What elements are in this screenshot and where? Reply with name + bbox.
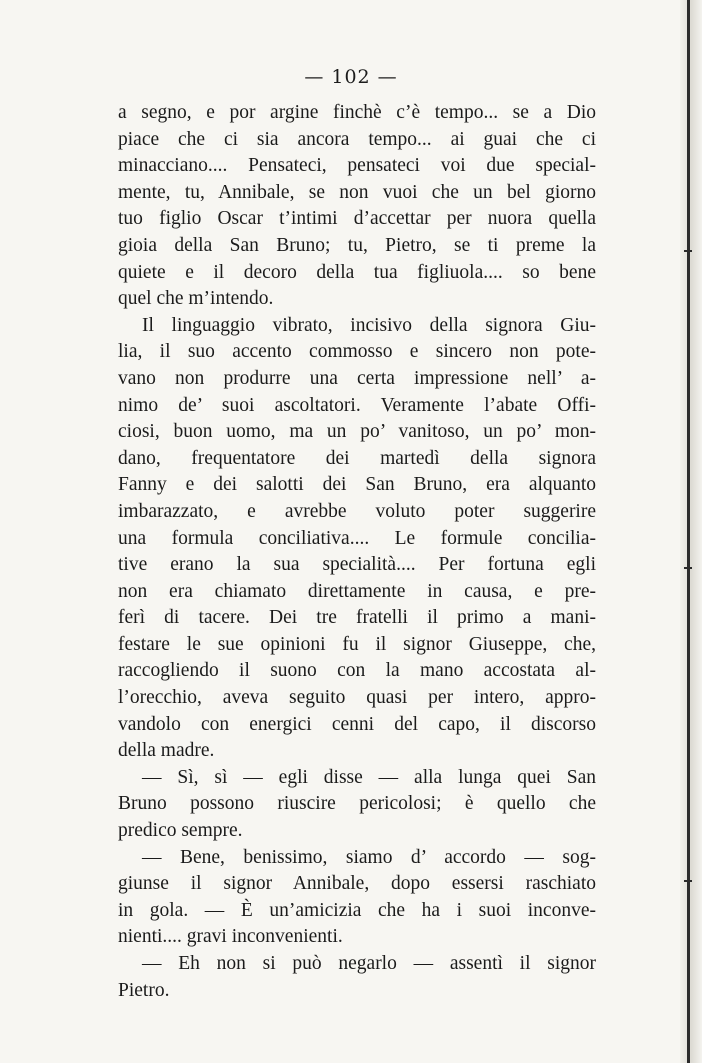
spine-tick-mark bbox=[684, 250, 692, 252]
text-line: imbarazzato, e avrebbe voluto poter suggerire bbox=[118, 500, 596, 522]
text-line: dano, frequentatore dei martedì della signora bbox=[118, 447, 596, 469]
text-line: predico sempre. bbox=[118, 820, 243, 842]
text-line: tuo figlio Oscar t’intimi d’accettar per nuora quella bbox=[118, 208, 596, 230]
text-line: a segno, e por argine finchè c’è tempo... se a Dio bbox=[118, 102, 596, 123]
spine-tick-mark bbox=[684, 880, 692, 882]
text-line: ciosi, buon uomo, ma un po’ vanitoso, un po’ mon- bbox=[118, 421, 596, 443]
text-line: non era chiamato direttamente in causa, e pre- bbox=[118, 580, 596, 602]
spine-binding-line bbox=[687, 0, 690, 1063]
body-text bbox=[118, 100, 596, 1004]
text-line: l’orecchio, aveva seguito quasi per intero, appro- bbox=[118, 687, 596, 709]
text-line: nimo de’ suoi ascoltatori. Veramente l’abate Offi- bbox=[118, 394, 596, 416]
spine-tick-mark bbox=[684, 567, 692, 569]
text-line: lia, il suo accento commosso e sincero non pote- bbox=[118, 341, 596, 363]
text-line: vandolo con energici cenni del capo, il discorso bbox=[118, 713, 596, 735]
text-line: nienti.... gravi inconvenienti. bbox=[118, 926, 343, 948]
book-spine-edge bbox=[680, 0, 702, 1063]
text-line: Fanny e dei salotti dei San Bruno, era alquanto bbox=[118, 474, 596, 496]
text-line: quiete e il decoro della tua figliuola.... so bene bbox=[118, 261, 596, 283]
text-line: piace che ci sia ancora tempo... ai guai che ci bbox=[118, 128, 596, 150]
text-line: raccogliendo il suono con la mano accostata al- bbox=[118, 660, 596, 682]
text-line: festare le sue opinioni fu il signor Giuseppe, che, bbox=[118, 633, 596, 655]
text-line: minacciano.... Pensateci, pensateci voi due special- bbox=[118, 155, 596, 177]
paragraph-first-line: — Bene, benissimo, siamo d’ accordo — sog- bbox=[142, 846, 596, 868]
page-number: — 102 — bbox=[304, 66, 398, 88]
text-line: ferì di tacere. Dei tre fratelli il primo a mani- bbox=[118, 607, 596, 629]
text-line: mente, tu, Annibale, se non vuoi che un bel giorno bbox=[118, 181, 596, 203]
text-line: della madre. bbox=[118, 740, 215, 762]
paragraph-first-line: — Sì, sì — egli disse — alla lunga quei San bbox=[142, 766, 596, 788]
text-line: quel che m’intendo. bbox=[118, 288, 274, 310]
text-line: Bruno possono riuscire pericolosi; è quello che bbox=[118, 793, 596, 815]
text-line: vano non produrre una certa impressione nell’ a- bbox=[118, 367, 596, 389]
text-line: una formula conciliativa.... Le formule concilia- bbox=[118, 527, 596, 549]
paragraph-first-line: — Eh non si può negarlo — assentì il signor bbox=[142, 953, 596, 974]
text-line: tive erano la sua specialità.... Per fortuna egli bbox=[118, 554, 596, 576]
text-line: Pietro. bbox=[118, 979, 170, 1001]
text-line: giunse il signor Annibale, dopo essersi raschiato bbox=[118, 873, 596, 895]
text-line: gioia della San Bruno; tu, Pietro, se ti preme la bbox=[118, 234, 596, 256]
text-line: in gola. — È un’amicizia che ha i suoi inconve- bbox=[118, 899, 596, 921]
paragraph-first-line: Il linguaggio vibrato, incisivo della signora Giu- bbox=[142, 314, 596, 336]
